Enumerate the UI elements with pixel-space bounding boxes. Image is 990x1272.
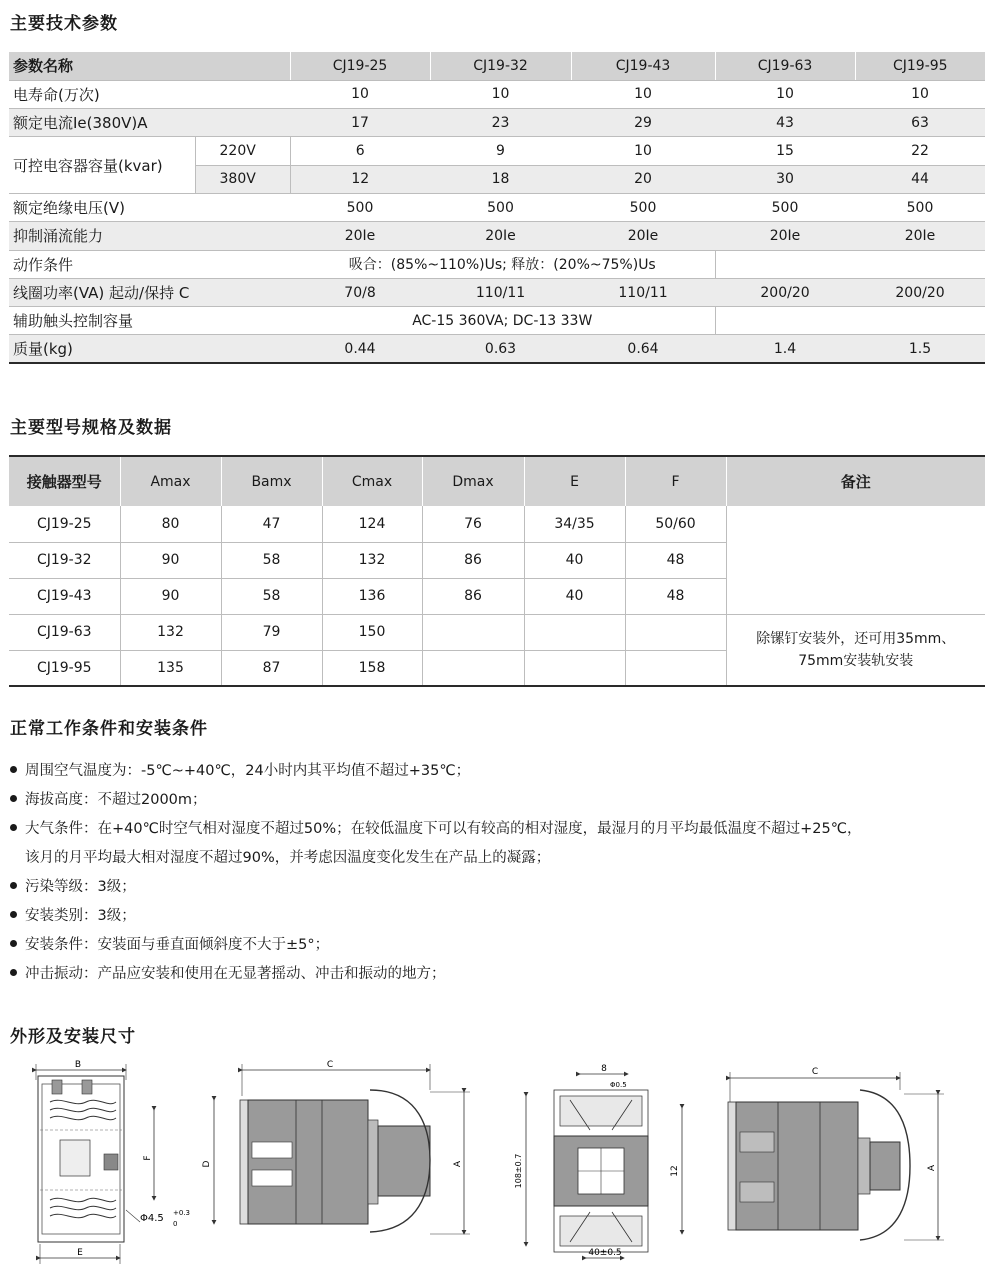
dim-label-phi: Φ0.5 xyxy=(610,1081,627,1089)
row-label: 额定绝缘电压(V) xyxy=(9,193,290,221)
table-cell: 500 xyxy=(290,193,430,221)
table-cell: 43 xyxy=(715,109,855,137)
list-item-text: 大气条件：在+40℃时空气相对湿度不超过50%；在较低温度下可以有较高的相对湿度，最湿月的月平均最低温度不超过+25℃， xyxy=(25,821,862,837)
table-cell: 10 xyxy=(571,80,715,108)
table-cell: 22 xyxy=(855,137,985,165)
table-cell: 70/8 xyxy=(290,278,430,306)
table-cell: 76 xyxy=(422,506,524,542)
table-cell: 20Ie xyxy=(290,222,430,250)
table-cell: 10 xyxy=(855,80,985,108)
header-cell: 备注 xyxy=(726,456,985,506)
table-cell: 29 xyxy=(571,109,715,137)
list-item xyxy=(10,815,980,844)
table-cell: 500 xyxy=(430,193,571,221)
header-cell: CJ19-25 xyxy=(290,52,430,80)
drawing-side-view xyxy=(36,1060,190,1264)
table-cell xyxy=(625,614,726,650)
dim-label-12: 12 xyxy=(670,1165,680,1177)
table-cell: 44 xyxy=(855,165,985,193)
technical-params-table xyxy=(9,52,985,364)
dim-label-c2: C xyxy=(811,1067,819,1077)
row-label: 抑制涌流能力 xyxy=(9,222,290,250)
table-row xyxy=(9,109,985,137)
table-cell: 20Ie xyxy=(430,222,571,250)
table-cell: 1.5 xyxy=(855,335,985,363)
dim-label-tol-dn: 0 xyxy=(173,1220,178,1228)
table-cell: 136 xyxy=(322,578,422,614)
row-label: 辅助触头控制容量 xyxy=(9,307,290,335)
row-label: 动作条件 xyxy=(9,250,290,278)
dim-label-a2: A xyxy=(927,1164,937,1172)
note-cell xyxy=(726,614,985,686)
table-cell: 86 xyxy=(422,542,524,578)
note-line: 除镙钉安装外，还可用35mm、 xyxy=(756,630,956,647)
header-cell: Cmax xyxy=(322,456,422,506)
table-cell: CJ19-63 xyxy=(9,614,120,650)
dim-label-hole: Φ4.5 xyxy=(140,1213,164,1224)
table-cell: 58 xyxy=(221,578,322,614)
table-cell: 6 xyxy=(290,137,430,165)
table-cell: 18 xyxy=(430,165,571,193)
table-cell: 50/60 xyxy=(625,506,726,542)
table-cell: 30 xyxy=(715,165,855,193)
table-header-row xyxy=(9,456,985,506)
table-cell: 10 xyxy=(571,137,715,165)
table-cell: 0.64 xyxy=(571,335,715,363)
table-cell: 23 xyxy=(430,109,571,137)
dim-label-d: D xyxy=(202,1160,212,1168)
table-cell: 9 xyxy=(430,137,571,165)
list-item-continuation xyxy=(10,844,980,873)
table-cell: 20Ie xyxy=(855,222,985,250)
table-row xyxy=(9,278,985,306)
drawing-top-view xyxy=(514,1064,682,1258)
table-cell xyxy=(855,250,985,278)
row-label: 额定电流Ie(380V)A xyxy=(9,109,290,137)
table-cell: 110/11 xyxy=(571,278,715,306)
table-header-row xyxy=(9,52,985,80)
header-cell: Amax xyxy=(120,456,221,506)
table-cell: 158 xyxy=(322,650,422,686)
header-cell: CJ19-63 xyxy=(715,52,855,80)
table-cell xyxy=(625,650,726,686)
table-row xyxy=(9,335,985,363)
table-cell: 20Ie xyxy=(715,222,855,250)
table-cell: 63 xyxy=(855,109,985,137)
table-cell: 124 xyxy=(322,506,422,542)
table-cell: 200/20 xyxy=(855,278,985,306)
list-item xyxy=(10,873,980,902)
list-item-text: 安装类别：3级； xyxy=(25,908,136,924)
table-cell: CJ19-25 xyxy=(9,506,120,542)
header-cell: CJ19-32 xyxy=(430,52,571,80)
table-row xyxy=(9,222,985,250)
header-cell: 接触器型号 xyxy=(9,456,120,506)
list-item-text: 污染等级：3级； xyxy=(25,879,136,895)
header-cell: E xyxy=(524,456,625,506)
table-cell xyxy=(422,650,524,686)
table-cell: 200/20 xyxy=(715,278,855,306)
note-line: 75mm安装轨安装 xyxy=(798,652,914,669)
table-cell: CJ19-32 xyxy=(9,542,120,578)
model-specs-table xyxy=(9,455,985,687)
table-cell: CJ19-43 xyxy=(9,578,120,614)
table-cell: 0.63 xyxy=(430,335,571,363)
header-cell: F xyxy=(625,456,726,506)
table-cell: 79 xyxy=(221,614,322,650)
row-label: 质量(kg) xyxy=(9,335,290,363)
conditions-list xyxy=(10,757,980,989)
table-row xyxy=(9,250,985,278)
table-row xyxy=(9,614,985,650)
table-cell: 34/35 xyxy=(524,506,625,542)
list-item-text: 安装条件：安装面与垂直面倾斜度不大于±5°； xyxy=(25,937,330,953)
table-cell: 10 xyxy=(290,80,430,108)
table-cell: 58 xyxy=(221,542,322,578)
dim-label-b: B xyxy=(74,1060,82,1070)
row-label: 电寿命(万次) xyxy=(9,80,290,108)
row-label: 线圈功率(VA) 起动/保持 C xyxy=(9,278,290,306)
bullet-icon xyxy=(10,940,17,947)
bullet-icon xyxy=(10,969,17,976)
table-cell: 10 xyxy=(715,80,855,108)
table-row xyxy=(9,193,985,221)
list-item-text: 周围空气温度为：-5℃~+40℃，24小时内其平均值不超过+35℃； xyxy=(25,763,471,779)
table-cell: 0.44 xyxy=(290,335,430,363)
section-title-technical: 主要技术参数 xyxy=(10,14,118,34)
table-cell-merged: 吸合：(85%~110%)Us; 释放：(20%~75%)Us xyxy=(290,250,715,278)
table-cell xyxy=(855,307,985,335)
table-cell: 86 xyxy=(422,578,524,614)
table-cell-merged: AC-15 360VA; DC-13 33W xyxy=(290,307,715,335)
list-item-text: 该月的月平均最大相对湿度不超过90%，并考虑因温度变化发生在产品上的凝露； xyxy=(25,850,551,866)
table-cell: CJ19-95 xyxy=(36,659,92,676)
table-cell: 87 xyxy=(221,650,322,686)
table-row xyxy=(9,506,985,542)
drawing-front-view xyxy=(202,1060,470,1234)
dim-label-c: C xyxy=(326,1060,334,1070)
drawing-front-view-large xyxy=(728,1067,944,1240)
header-cell: 参数名称 xyxy=(9,52,290,80)
table-cell: 20 xyxy=(571,165,715,193)
table-cell: 500 xyxy=(571,193,715,221)
table-cell: 47 xyxy=(221,506,322,542)
table-cell: 40 xyxy=(524,578,625,614)
dim-label-f: F xyxy=(143,1155,153,1161)
header-cell: Bamx xyxy=(221,456,322,506)
note-cell-empty xyxy=(726,506,985,614)
list-item xyxy=(10,786,980,815)
dim-label-108: 108±0.7 xyxy=(514,1153,523,1189)
bullet-icon xyxy=(10,824,17,831)
list-item xyxy=(10,931,980,960)
table-cell: 500 xyxy=(855,193,985,221)
dim-label-e: E xyxy=(77,1248,83,1258)
table-cell: 10 xyxy=(430,80,571,108)
list-item-text: 海拔高度：不超过2000m； xyxy=(25,792,207,808)
table-row xyxy=(9,80,985,108)
table-cell: 1.4 xyxy=(715,335,855,363)
dim-label-tol-up: +0.3 xyxy=(173,1209,190,1217)
table-cell: 132 xyxy=(120,614,221,650)
table-cell xyxy=(715,307,855,335)
bullet-icon xyxy=(10,795,17,802)
list-item-text: 冲击振动：产品应安装和使用在无显著摇动、冲击和振动的地方； xyxy=(25,966,446,982)
table-cell: 20Ie xyxy=(571,222,715,250)
bullet-icon xyxy=(10,766,17,773)
table-cell: 500 xyxy=(715,193,855,221)
dim-label-8: 8 xyxy=(601,1064,607,1074)
table-cell: 17 xyxy=(290,109,430,137)
table-cell: 40 xyxy=(524,542,625,578)
table-cell: 150 xyxy=(322,614,422,650)
header-cell: CJ19-43 xyxy=(571,52,715,80)
table-cell: 132 xyxy=(322,542,422,578)
dimension-drawings xyxy=(0,1050,990,1272)
table-cell: 110/11 xyxy=(430,278,571,306)
dim-label-40: 40±0.5 xyxy=(588,1248,622,1258)
table-cell xyxy=(422,614,524,650)
sub-label: 380V xyxy=(195,165,290,193)
table-cell: 48 xyxy=(625,542,726,578)
sub-label: 220V xyxy=(195,137,290,165)
table-cell xyxy=(524,650,625,686)
bullet-icon xyxy=(10,882,17,889)
list-item xyxy=(10,902,980,931)
table-cell xyxy=(524,614,625,650)
table-row xyxy=(9,307,985,335)
header-cell: Dmax xyxy=(422,456,524,506)
section-title-models: 主要型号规格及数据 xyxy=(10,418,172,438)
header-cell: CJ19-95 xyxy=(855,52,985,80)
row-label: 可控电容器容量(kvar) xyxy=(9,137,195,194)
bullet-icon xyxy=(10,911,17,918)
table-cell: 90 xyxy=(120,542,221,578)
list-item xyxy=(10,960,980,989)
list-item xyxy=(10,757,980,786)
table-cell: 15 xyxy=(715,137,855,165)
section-title-conditions: 正常工作条件和安装条件 xyxy=(10,719,208,739)
table-cell: 80 xyxy=(120,506,221,542)
table-cell: 135 xyxy=(120,650,221,686)
section-title-dimensions: 外形及安装尺寸 xyxy=(10,1027,136,1047)
table-cell: 90 xyxy=(120,578,221,614)
table-cell: 48 xyxy=(625,578,726,614)
table-cell xyxy=(715,250,855,278)
table-row xyxy=(9,137,985,165)
table-cell: 12 xyxy=(290,165,430,193)
dim-label-a: A xyxy=(453,1160,463,1168)
